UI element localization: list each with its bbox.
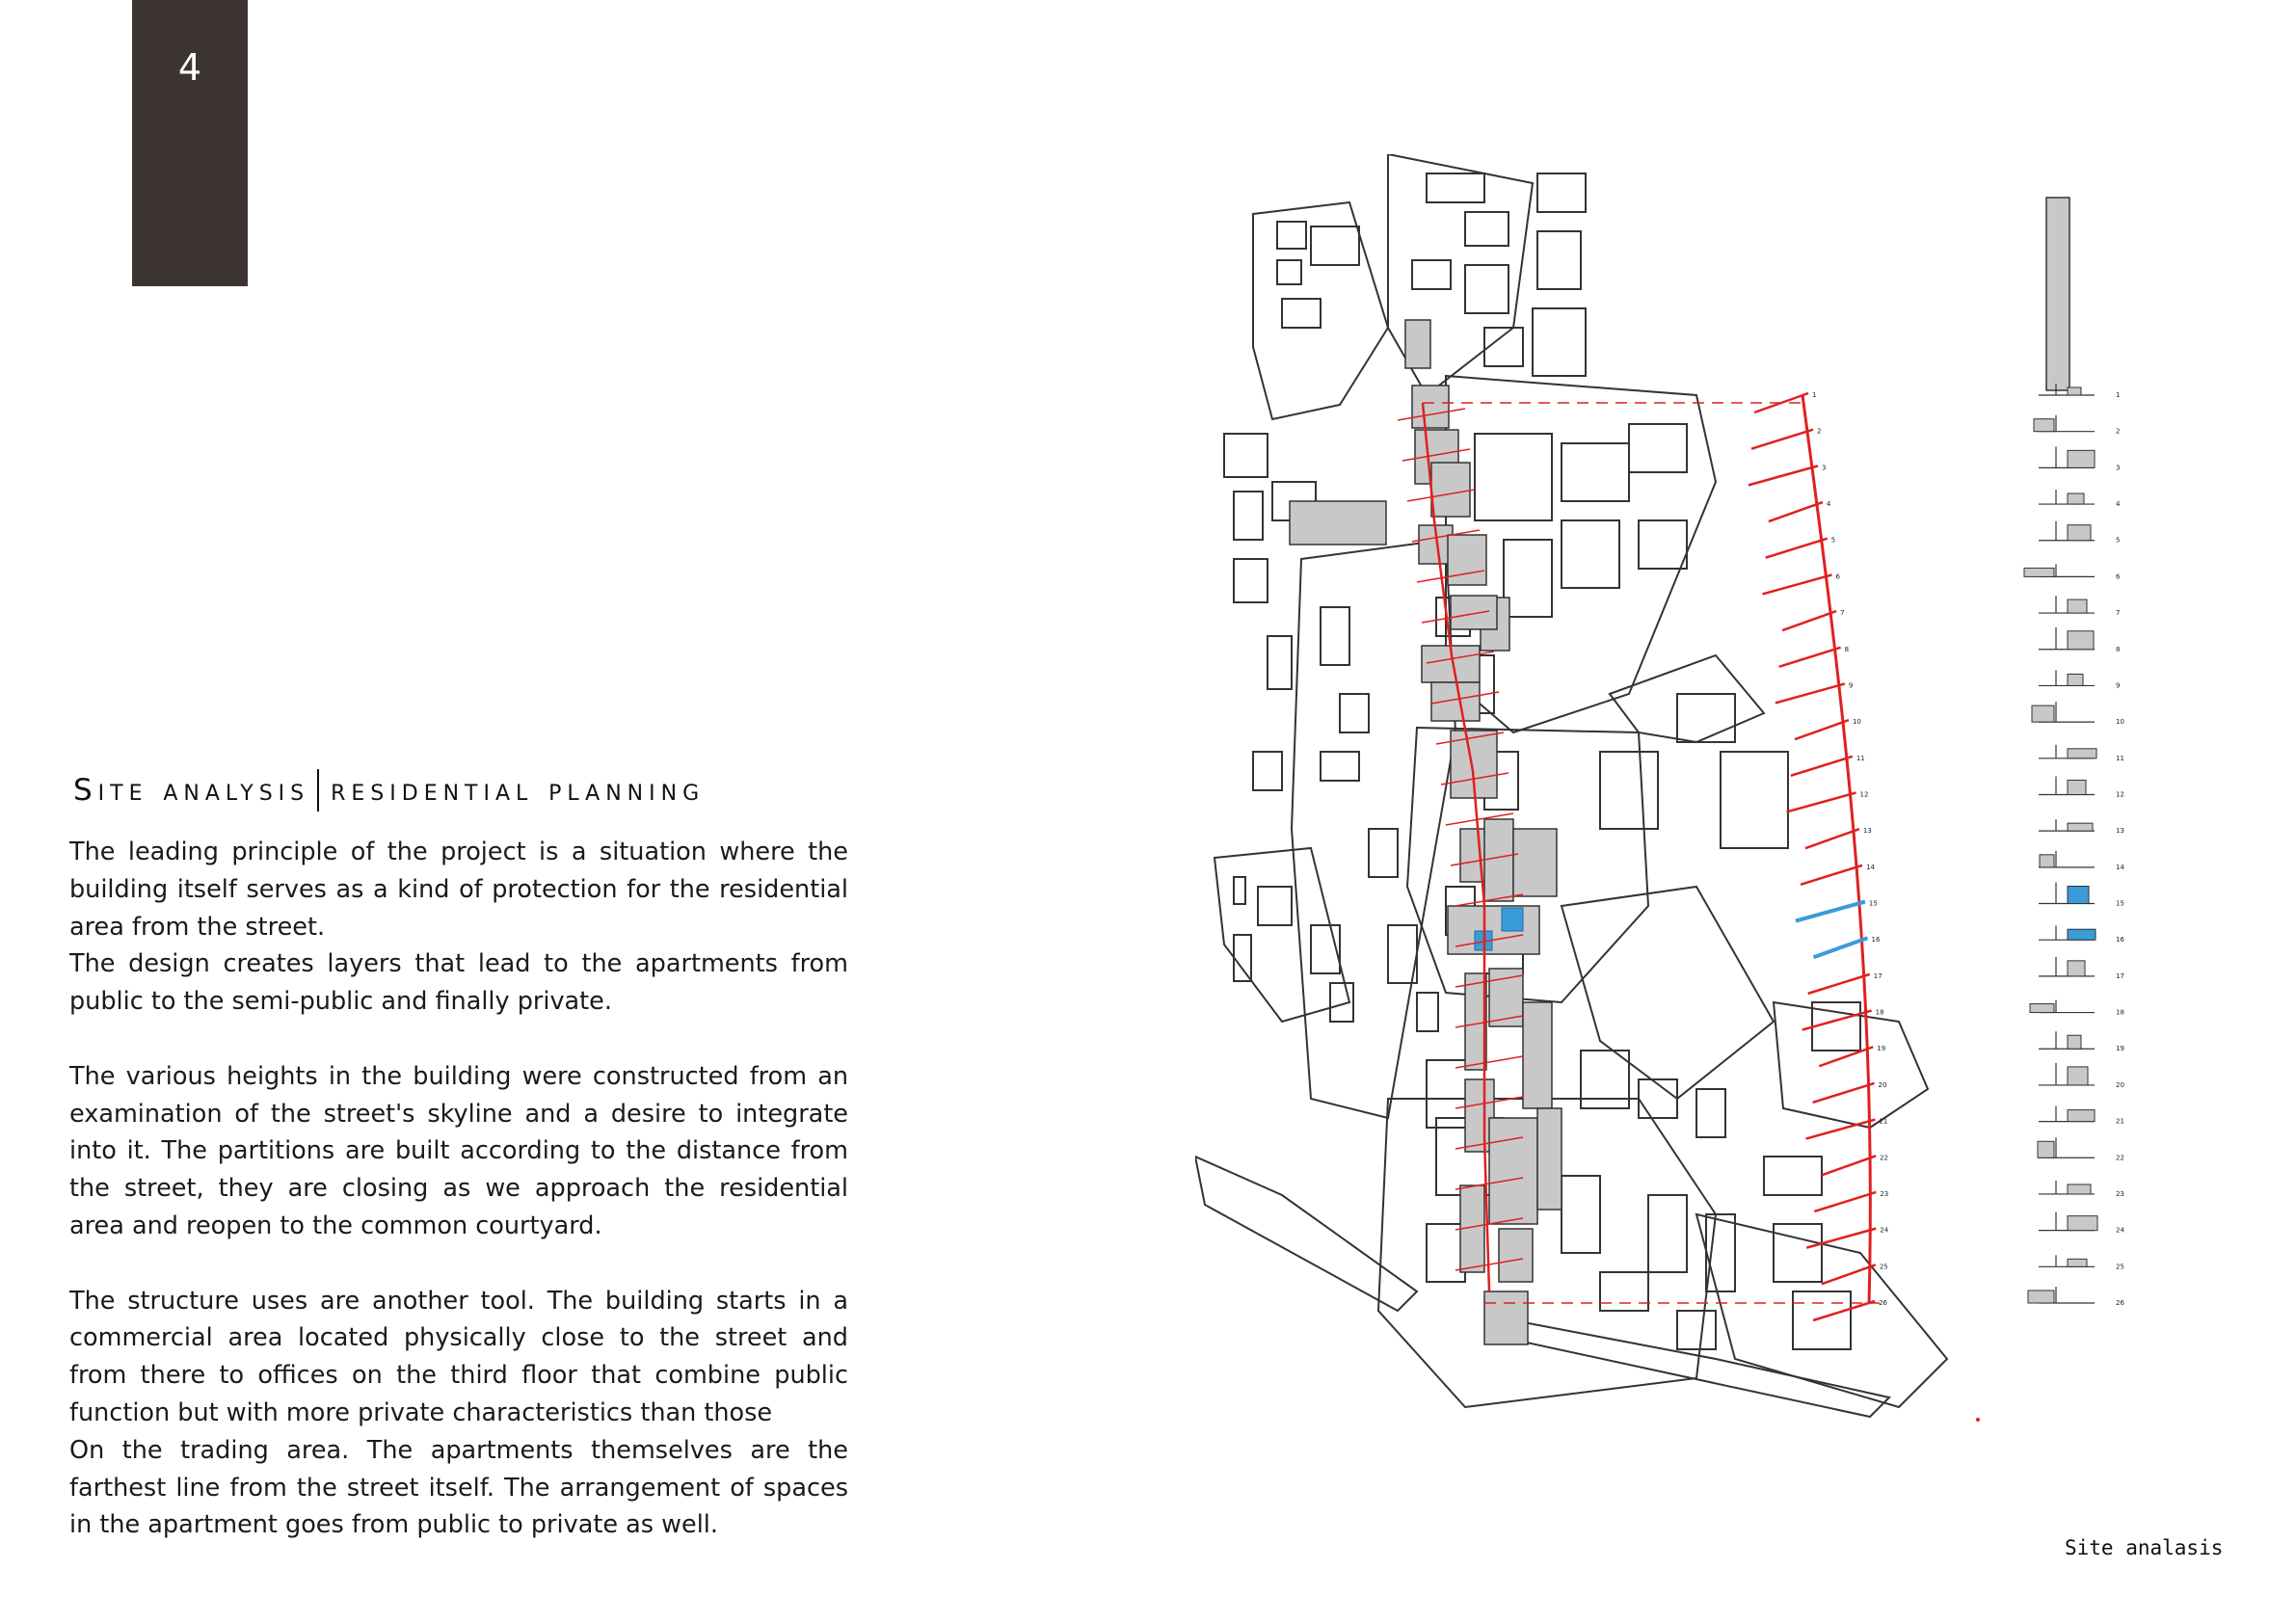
- section-line-3: [1749, 466, 1818, 485]
- skyline-profile-17: [2068, 961, 2085, 976]
- section-line-16: [1813, 938, 1867, 957]
- section-line-25: [1822, 1264, 1876, 1284]
- section-label-14: 14: [1866, 863, 1875, 871]
- skyline-label-21: 21: [2116, 1117, 2124, 1126]
- skyline-profile-15: [2068, 887, 2089, 904]
- skyline-label-17: 17: [2116, 971, 2124, 980]
- site-analysis-diagram: [1195, 154, 2159, 1455]
- skyline-label-8: 8: [2116, 645, 2121, 653]
- skyline-profile-21: [2068, 1110, 2095, 1122]
- skyline-label-24: 24: [2116, 1226, 2124, 1235]
- section-line-13: [1805, 829, 1859, 848]
- skyline-label-10: 10: [2116, 718, 2124, 727]
- page-number: 4: [177, 46, 202, 89]
- section-label-23: 23: [1880, 1189, 1889, 1198]
- skyline-profile-7: [2068, 599, 2087, 613]
- skyline-label-13: 13: [2116, 827, 2124, 836]
- body-paragraph: The structure uses are another tool. The building starts in a commercial area located physically close to the street and from there to offices on the third floor that combine public function but with more private characteristics than those: [69, 1286, 848, 1427]
- section-line-24: [1806, 1229, 1876, 1248]
- heading-title: Site analysis: [73, 773, 310, 808]
- section-line-26: [1813, 1301, 1875, 1320]
- section-line-14: [1801, 865, 1862, 885]
- section-line-15: [1796, 902, 1865, 921]
- skyline-label-12: 12: [2116, 790, 2124, 799]
- section-label-9: 9: [1848, 681, 1854, 690]
- section-label-24: 24: [1880, 1226, 1889, 1235]
- shaded-buildings: [1290, 320, 1562, 1344]
- skyline-label-22: 22: [2116, 1154, 2124, 1162]
- section-label-16: 16: [1871, 936, 1881, 945]
- skyline-label-2: 2: [2116, 427, 2121, 436]
- section-line-12: [1787, 792, 1856, 812]
- section-label-10: 10: [1852, 718, 1861, 727]
- skyline-label-16: 16: [2116, 936, 2124, 945]
- section-label-6: 6: [1835, 572, 1840, 581]
- section-line-17: [1808, 974, 1870, 994]
- section-line-9: [1775, 683, 1845, 703]
- skyline-profile-14: [2040, 855, 2054, 867]
- body-text: [69, 834, 848, 1544]
- section-heading: [73, 766, 705, 814]
- skyline-profile-26: [2028, 1290, 2054, 1303]
- section-label-7: 7: [1840, 609, 1845, 618]
- section-label-15: 15: [1868, 899, 1878, 908]
- section-label-22: 22: [1880, 1154, 1888, 1162]
- skyline-profile-19: [2068, 1035, 2081, 1049]
- skyline-profile-23: [2068, 1184, 2091, 1194]
- section-line-6: [1762, 574, 1831, 594]
- section-line-7: [1782, 611, 1836, 630]
- skyline-profile-1: [2068, 387, 2081, 395]
- section-label-12: 12: [1859, 790, 1869, 799]
- skyline-profile-5: [2068, 525, 2091, 541]
- skyline-label-6: 6: [2116, 572, 2121, 581]
- skyline-label-14: 14: [2116, 863, 2124, 871]
- section-line-23: [1814, 1192, 1876, 1211]
- section-label-19: 19: [1877, 1045, 1886, 1053]
- section-label-20: 20: [1878, 1080, 1887, 1089]
- skyline-profile-22: [2038, 1141, 2054, 1157]
- skyline-profile-13: [2068, 823, 2093, 831]
- section-label-11: 11: [1855, 754, 1865, 762]
- skyline-label-9: 9: [2116, 681, 2121, 690]
- skyline-label-3: 3: [2116, 464, 2121, 472]
- section-line-20: [1813, 1083, 1875, 1103]
- section-label-3: 3: [1821, 464, 1827, 472]
- skyline-profile-4: [2068, 493, 2084, 504]
- skyline-profile-16: [2068, 929, 2096, 940]
- body-paragraph: The leading principle of the project is a situation where the building itself serves as a kind of protection for the residential area from the street.: [69, 838, 848, 942]
- skyline-tower: [2046, 198, 2069, 390]
- skyline-profile-9: [2068, 674, 2083, 685]
- section-line-4: [1769, 502, 1823, 521]
- section-label-18: 18: [1875, 1008, 1884, 1017]
- skyline-label-19: 19: [2116, 1045, 2124, 1053]
- skyline-label-11: 11: [2116, 754, 2124, 762]
- skyline-label-20: 20: [2116, 1080, 2124, 1089]
- section-line-22: [1822, 1156, 1876, 1175]
- skyline-label-7: 7: [2116, 609, 2121, 618]
- skyline-profile-25: [2068, 1259, 2087, 1266]
- skyline-profile-18: [2030, 1004, 2054, 1013]
- skyline-strip: [2024, 198, 2124, 1307]
- section-chain-spine: [1802, 395, 1870, 1303]
- section-label-1: 1: [1812, 391, 1817, 399]
- section-label-26: 26: [1879, 1299, 1887, 1307]
- skyline-label-5: 5: [2116, 536, 2121, 545]
- skyline-profile-8: [2068, 631, 2094, 650]
- skyline-profile-3: [2068, 450, 2095, 467]
- section-line-11: [1791, 757, 1853, 776]
- skyline-label-1: 1: [2116, 391, 2121, 399]
- skyline-label-15: 15: [2116, 899, 2124, 908]
- skyline-profile-11: [2068, 749, 2096, 758]
- section-label-17: 17: [1873, 971, 1882, 980]
- section-label-21: 21: [1879, 1117, 1888, 1126]
- body-paragraph: The design creates layers that lead to the apartments from public to the semi-public and finally private.: [69, 949, 848, 1017]
- section-line-21: [1805, 1120, 1875, 1139]
- section-label-13: 13: [1862, 827, 1872, 836]
- skyline-profile-2: [2034, 419, 2054, 432]
- section-line-2: [1751, 430, 1813, 449]
- section-label-5: 5: [1830, 536, 1836, 545]
- section-line-10: [1795, 720, 1849, 739]
- site-plan: [1195, 154, 1947, 1417]
- skyline-profile-24: [2068, 1216, 2097, 1231]
- page-number-tab: [132, 0, 248, 286]
- skyline-profile-12: [2068, 780, 2086, 794]
- section-chain: [1749, 391, 1889, 1320]
- heading-subtitle: residential planning: [331, 773, 706, 808]
- section-line-8: [1779, 648, 1841, 667]
- skyline-profile-10: [2032, 705, 2054, 722]
- skyline-label-25: 25: [2116, 1263, 2124, 1271]
- body-paragraph: The various heights in the building were constructed from an examination of the street's skyline and a desire to integrate into it. The partitions are built according to the distance from the street, they are closing as we approach the residential area and reopen to the common courtyard.: [69, 1061, 848, 1240]
- skyline-label-4: 4: [2116, 500, 2121, 509]
- section-line-5: [1766, 539, 1828, 558]
- skyline-profile-20: [2068, 1067, 2088, 1085]
- section-label-2: 2: [1816, 427, 1822, 436]
- section-label-25: 25: [1879, 1263, 1888, 1271]
- body-paragraph: On the trading area. The apartments themselves are the farthest line from the street itself. The arrangement of spaces in the apartment goes from public to private as well.: [69, 1435, 848, 1540]
- section-label-8: 8: [1844, 645, 1850, 653]
- red-dot: [1976, 1418, 1980, 1422]
- skyline-label-26: 26: [2116, 1299, 2124, 1307]
- skyline-profile-6: [2024, 568, 2054, 576]
- skyline-label-18: 18: [2116, 1008, 2124, 1017]
- section-label-4: 4: [1826, 500, 1831, 509]
- skyline-label-23: 23: [2116, 1189, 2124, 1198]
- caption: Site analasis: [2065, 1536, 2224, 1559]
- heading-divider: [317, 769, 319, 812]
